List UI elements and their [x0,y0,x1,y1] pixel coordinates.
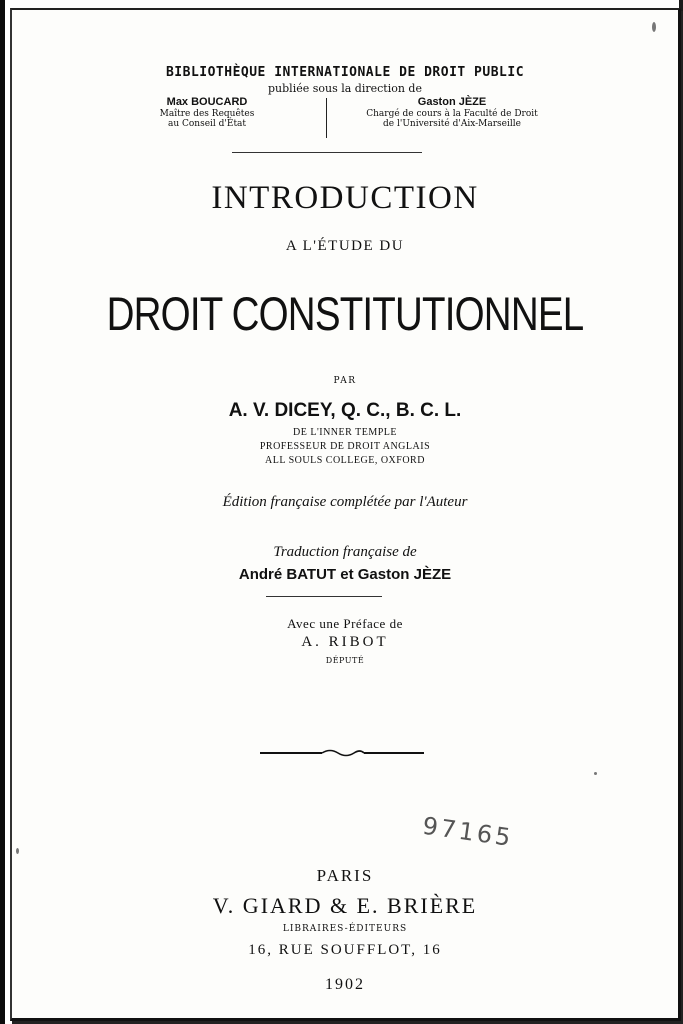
imprint-city: PARIS [316,866,374,885]
series-title: BIBLIOTHÈQUE INTERNATIONALE DE DROIT PUBLIC [165,65,525,80]
editor-boucard [112,96,302,129]
translators: André BATUT et Gaston JÈZE [238,566,452,583]
author-credit-line: DE L'INNER TEMPLE [293,427,397,438]
editor-title-line1: Chargé de cours à la Faculté de Droit [366,109,538,119]
editor-name: Max BOUCARD [166,96,248,108]
editor-jeze [342,96,562,129]
by-label: PAR [333,376,357,386]
title-introduction: INTRODUCTION [211,180,479,216]
preface-author-role: DÉPUTÉ [325,656,365,665]
scan-speck [594,772,597,775]
editor-divider [326,98,327,138]
handwritten-shelfmark: 97165 [420,811,516,853]
series-subtitle: publiée sous la direction de [268,82,422,95]
edition-note: Édition française complétée par l'Auteur [222,494,468,510]
editor-title-line2: de l'Université d'Aix-Marseille [383,119,521,129]
preface-author: A. RIBOT [301,634,389,650]
scan-edge-left [0,0,5,1024]
title-page [10,8,681,1021]
imprint-publisher-role: LIBRAIRES-ÉDITEURS [282,924,408,934]
author-credit-line: ALL SOULS COLLEGE, OXFORD [265,455,425,466]
editors [12,96,678,146]
author-name: A. V. DICEY, Q. C., B. C. L. [228,400,462,421]
title-main: DROIT CONSTITUTIONNEL [106,287,584,340]
editor-name: Gaston JÈZE [417,96,487,108]
editor-title-line1: Maître des Requêtes [159,109,255,119]
preface-label: Avec une Préface de [287,616,403,631]
editor-title-line2: au Conseil d'État [167,119,247,129]
imprint-publisher: V. GIARD & E. BRIÈRE [212,893,478,918]
translation-label: Traduction française de [273,544,417,560]
imprint-address: 16, RUE SOUFFLOT, 16 [248,942,442,958]
ornament-rule-icon [260,748,424,758]
author-credits [12,426,678,468]
imprint-year: 1902 [325,976,365,993]
scan-speck [652,22,656,32]
scan-speck [16,848,19,854]
author-credit-line: PROFESSEUR DE DROIT ANGLAIS [259,441,431,452]
title-a-letude: A L'ÉTUDE DU [285,238,405,254]
translation-rule [266,596,382,597]
header-rule [232,152,422,153]
